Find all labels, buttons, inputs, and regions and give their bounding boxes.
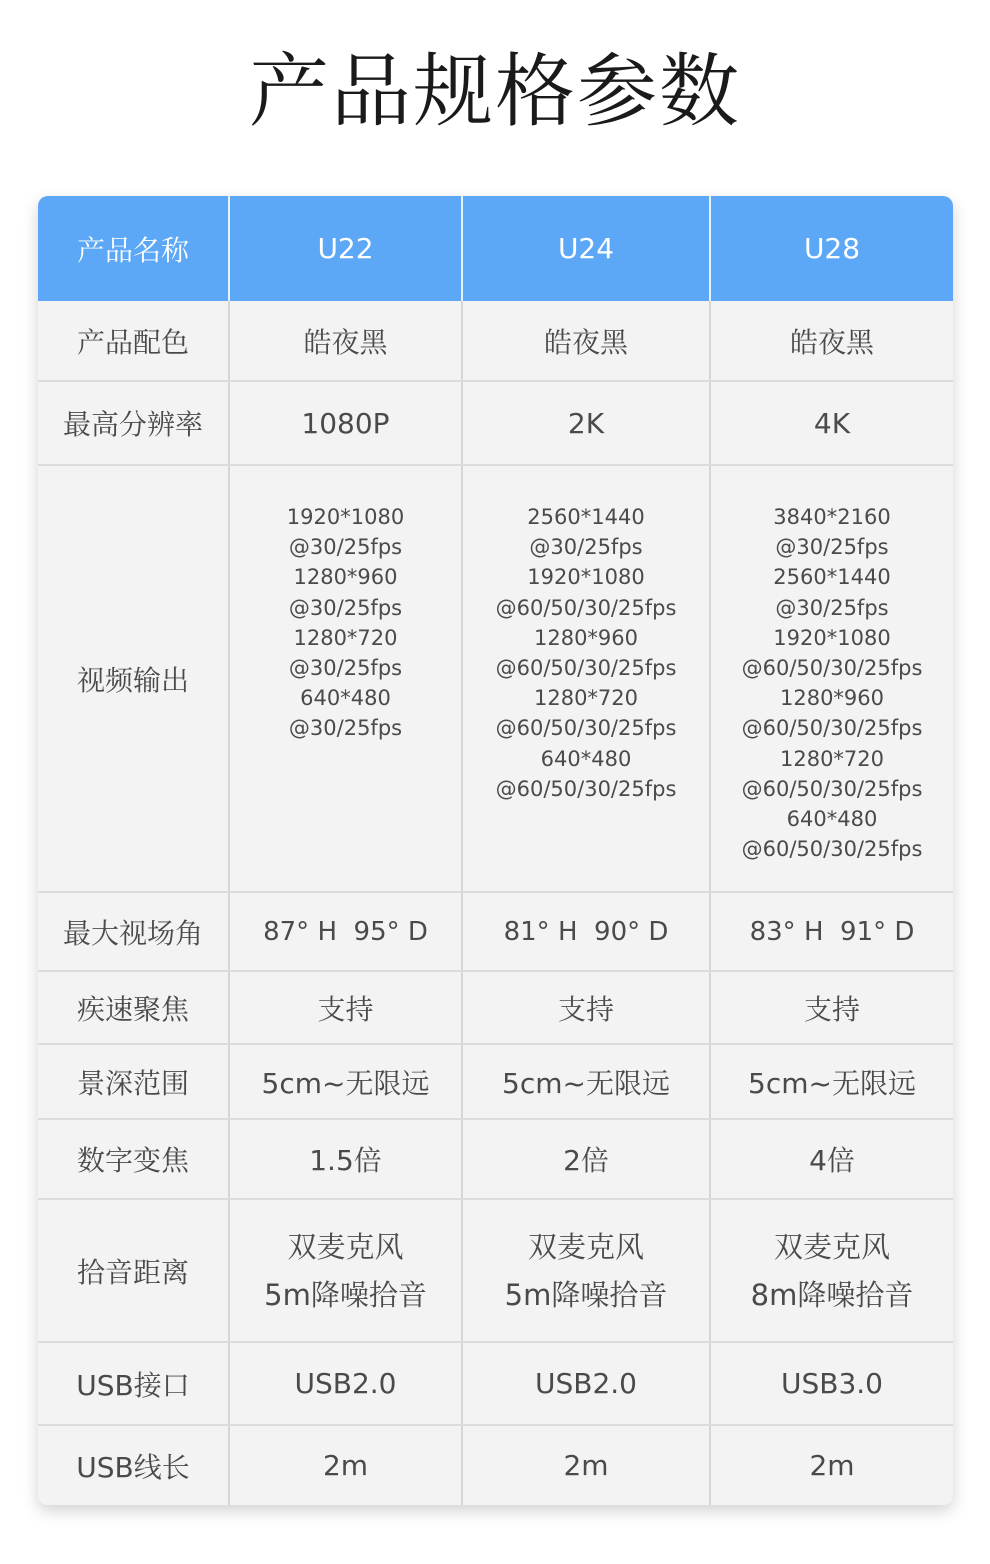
value-line: 2560*1440 (773, 565, 891, 590)
value-line: 1920*1080 (773, 625, 891, 650)
value-line: 640*480 (786, 807, 878, 832)
value-cell: 4K (710, 381, 953, 465)
header-model-cell: U24 (462, 196, 710, 301)
value-cell: 83° H 91° D (710, 892, 953, 971)
value-line: @60/50/30/25fps (495, 595, 677, 620)
value-line: 3840*2160 (773, 505, 891, 529)
value-line: @60/50/30/25fps (741, 656, 923, 681)
value-line: @30/25fps (288, 535, 403, 560)
value-cell: 1.5倍 (229, 1119, 462, 1199)
value-cell-multiline (710, 1199, 953, 1342)
value-cell: 支持 (229, 971, 462, 1044)
value-cell: 5cm~无限远 (462, 1044, 710, 1119)
value-line: 640*480 (540, 746, 632, 771)
value-cell: 皓夜黑 (710, 301, 953, 381)
value-line: @60/50/30/25fps (495, 656, 677, 681)
header-model-cell: U22 (229, 196, 462, 301)
table-row (38, 1044, 953, 1119)
value-cell: 支持 (462, 971, 710, 1044)
row-label-cell: 疾速聚焦 (38, 971, 229, 1044)
value-line: 1920*1080 (286, 505, 405, 529)
value-line: 1280*720 (293, 625, 398, 650)
value-line: 双麦克风 (287, 1229, 404, 1264)
value-cell: 1080P (229, 381, 462, 465)
value-cell-multiline (462, 465, 710, 892)
row-label-cell: 最高分辨率 (38, 381, 229, 465)
value-line: @30/25fps (288, 656, 403, 681)
value-line: 双麦克风 (773, 1229, 890, 1264)
value-cell: 2m (710, 1425, 953, 1505)
table-row (38, 1342, 953, 1425)
value-line: 1280*960 (779, 686, 885, 711)
spec-table (38, 196, 953, 1505)
value-cell: USB3.0 (710, 1342, 953, 1425)
table-row (38, 971, 953, 1044)
row-label-cell: USB线长 (38, 1425, 229, 1505)
value-line: 8m降噪拾音 (750, 1277, 914, 1312)
row-label-cell: 最大视场角 (38, 892, 229, 971)
row-label-cell: 产品配色 (38, 301, 229, 381)
row-label-cell: 数字变焦 (38, 1119, 229, 1199)
header-label-cell: 产品名称 (38, 196, 229, 301)
value-cell: USB2.0 (462, 1342, 710, 1425)
table-row (38, 381, 953, 465)
value-line: 1920*1080 (527, 565, 645, 590)
value-line: @30/25fps (288, 595, 403, 620)
value-cell: 皓夜黑 (229, 301, 462, 381)
row-label-cell: 景深范围 (38, 1044, 229, 1119)
value-line: @60/50/30/25fps (741, 837, 923, 862)
value-cell: 81° H 90° D (462, 892, 710, 971)
table-header-row (38, 196, 953, 301)
value-line: @60/50/30/25fps (741, 716, 923, 741)
value-line: 1280*960 (533, 625, 639, 650)
value-line: 1280*720 (533, 686, 639, 711)
value-line: 1280*960 (293, 565, 398, 590)
value-cell: 皓夜黑 (462, 301, 710, 381)
value-cell: 5cm~无限远 (229, 1044, 462, 1119)
value-line: @60/50/30/25fps (495, 776, 677, 801)
value-cell: 2K (462, 381, 710, 465)
value-line: 640*480 (300, 686, 391, 711)
header-model-cell: U28 (710, 196, 953, 301)
spec-table-container (38, 196, 953, 1505)
value-cell-multiline (229, 465, 462, 892)
table-row (38, 892, 953, 971)
table-row (38, 465, 953, 892)
page-title: 产品规格参数 (249, 45, 741, 138)
value-cell: 2倍 (462, 1119, 710, 1199)
table-row (38, 1119, 953, 1199)
value-cell: 87° H 95° D (229, 892, 462, 971)
row-label-cell: USB接口 (38, 1342, 229, 1425)
value-cell: 支持 (710, 971, 953, 1044)
value-cell: 5cm~无限远 (710, 1044, 953, 1119)
value-cell: 2m (462, 1425, 710, 1505)
row-label-cell: 拾音距离 (38, 1199, 229, 1342)
table-row (38, 1199, 953, 1342)
value-line: @30/25fps (775, 535, 889, 560)
value-line: @60/50/30/25fps (495, 716, 677, 741)
value-cell: 4倍 (710, 1119, 953, 1199)
value-cell-multiline (462, 1199, 710, 1342)
value-line: 2560*1440 (527, 505, 645, 529)
table-row (38, 1425, 953, 1505)
value-line: 双麦克风 (527, 1229, 644, 1264)
value-line: @30/25fps (775, 595, 889, 620)
value-line: @30/25fps (529, 535, 643, 560)
value-line: 5m降噪拾音 (264, 1277, 427, 1312)
value-cell: 2m (229, 1425, 462, 1505)
value-line: 5m降噪拾音 (504, 1277, 668, 1312)
value-line: @60/50/30/25fps (741, 776, 923, 801)
row-label-cell: 视频输出 (38, 465, 229, 892)
value-cell: USB2.0 (229, 1342, 462, 1425)
value-line: 1280*720 (779, 746, 885, 771)
table-row (38, 301, 953, 381)
value-cell-multiline (229, 1199, 462, 1342)
value-cell-multiline (710, 465, 953, 892)
value-line: @30/25fps (288, 716, 403, 741)
